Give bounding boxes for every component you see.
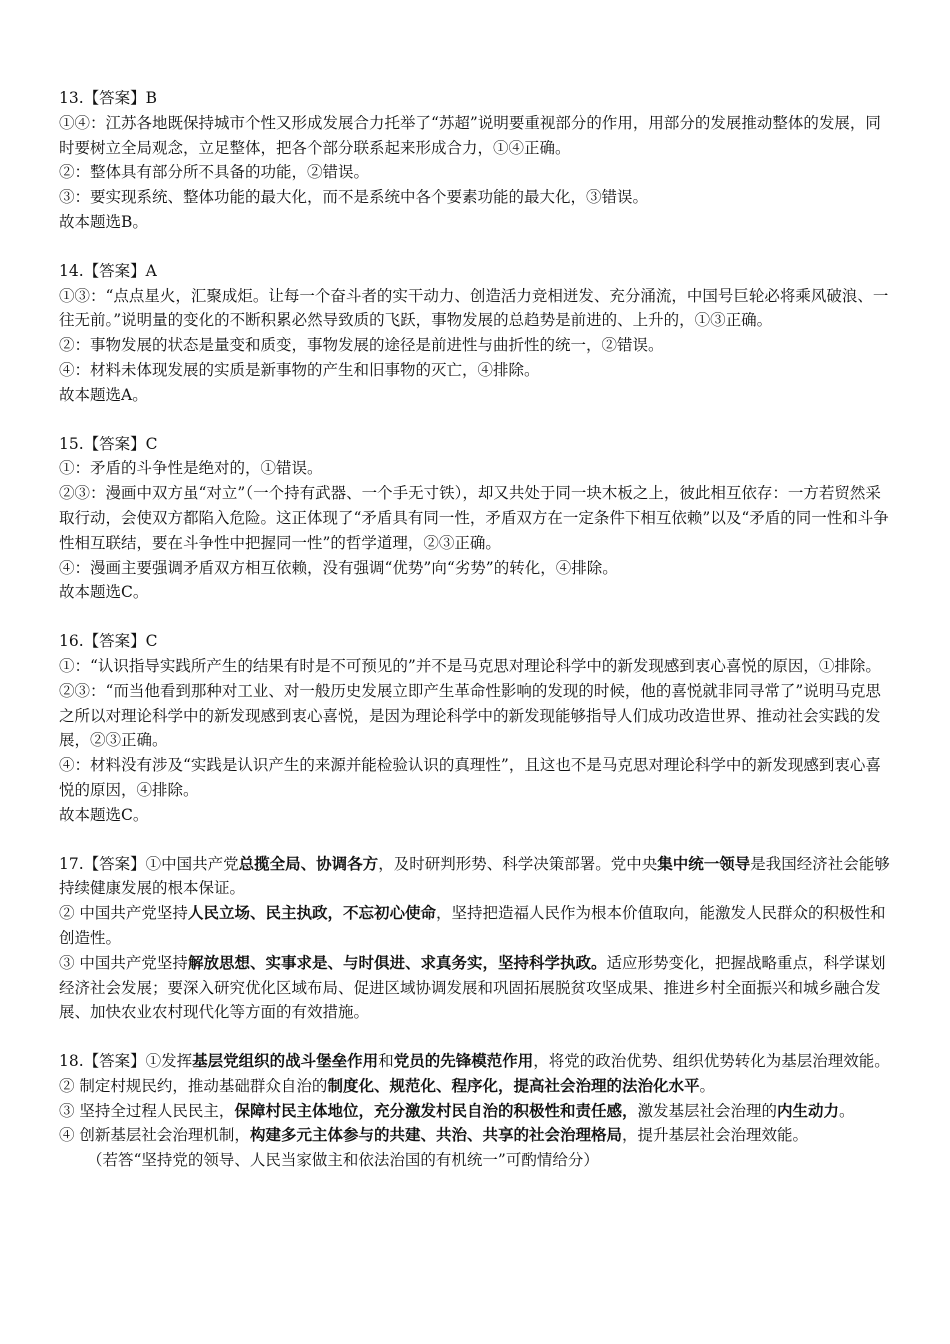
key-phrase: 党员的先锋模范作用 — [393, 1051, 534, 1071]
key-phrase: 保障村民主体地位，充分激发村民自治的积极性和责任感， — [234, 1100, 638, 1120]
point-text: ，将党的政治优势、组织优势转化为基层治理效能。 — [533, 1052, 890, 1071]
analysis-line: ①：矛盾的斗争性是绝对的，①错误。 — [59, 459, 323, 478]
conclusion-line: 故本题选C。 — [59, 583, 149, 602]
point-text: ，提升基层社会治理效能。 — [621, 1126, 808, 1145]
conclusion-line: 故本题选A。 — [59, 385, 148, 404]
analysis-line: ①④：江苏各地既保持城市个性又形成发展合力托举了“苏超”说明要重视部分的作用，用部分的发展推动整体的发展，同时要树立全局观念，立足整体，把各个部分联系起来形成合力，①④正确。 — [59, 113, 881, 157]
scoring-note: （若答“坚持党的领导、人民当家做主和依法治国的有机统一”可酌情给分） — [87, 1151, 599, 1170]
answer-point-1 — [59, 852, 894, 902]
key-phrase: 总揽全局、协调各方 — [238, 853, 379, 873]
point-text: 和 — [378, 1052, 394, 1071]
answer-18 — [59, 1049, 894, 1173]
key-phrase: 内生动力 — [776, 1100, 839, 1120]
answer-point-3 — [59, 951, 894, 1025]
point-text: ①中国共产党 — [145, 854, 239, 873]
point-text: 适应形势变化，把握战略重点，科学谋划经济社会发展；要深入研究优化区域布局、促进区域协调发展和巩固拓展脱贫攻坚成果、推进乡村全面振兴和城乡融合发展、加快农业农村现代化等方面的有效措施。 — [59, 953, 886, 1022]
answer-point-4 — [59, 1123, 894, 1148]
analysis-line: ②③：“而当他看到那种对工业、对一般历史发展立即产生革命性影响的发现的时候，他的喜悦就非同寻常了”说明马克思之所以对理论科学中的新发现感到衷心喜悦，是因为理论科学中的新发现能够指导人们成功改造世界、推动社会实践的发展，②③正确。 — [59, 681, 881, 750]
key-phrase: 构建多元主体参与的共建、共治、共享的社会治理格局 — [249, 1125, 622, 1145]
analysis-line: ③：要实现系统、整体功能的最大化，而不是系统中各个要素功能的最大化，③错误。 — [59, 188, 649, 207]
answer-header: 17.【答案】 — [59, 854, 146, 873]
answer-17 — [59, 852, 894, 1026]
point-text: ，及时研判形势、科学决策部署。党中央 — [378, 854, 658, 873]
point-text: 。 — [838, 1101, 855, 1120]
analysis-line: ②③：漫画中双方虽“对立”（一个持有武器、一个手无寸铁），却又共处于同一块木板之上，彼此相互依存：一方若贸然采取行动，会使双方都陷入危险。这正体现了“矛盾具有同一性，矛盾双方在一定条件下相互依赖”以及“矛盾的同一性和斗争性相互联结，要在斗争性中把握同一性”的哲学道理，②③正确。 — [59, 484, 889, 552]
point-text: ④ 创新基层社会治理机制， — [59, 1126, 250, 1145]
point-text: 。 — [699, 1076, 715, 1095]
key-phrase: 解放思想、实事求是、与时俱进、求真务实，坚持科学执政。 — [187, 952, 607, 972]
answer-header: 13.【答案】B — [59, 89, 158, 107]
key-phrase: 人民立场、民主执政，不忘初心使命 — [187, 903, 436, 923]
key-phrase: 基层党组织的战斗堡垒作用 — [192, 1051, 379, 1071]
point-text: ③ 坚持全过程人民民主， — [59, 1101, 235, 1120]
analysis-line: ④：漫画主要强调矛盾双方相互依赖，没有强调“优势”向“劣势”的转化，④排除。 — [59, 558, 618, 577]
point-text: ，坚持把造福人民作为根本价值取向，能激发人民群众的积极性和创造性。 — [59, 904, 886, 947]
point-text: ③ 中国共产党坚持 — [59, 953, 188, 972]
analysis-line: ②：整体具有部分所不具备的功能，②错误。 — [59, 163, 370, 182]
answer-15 — [59, 432, 894, 606]
analysis-line: ④：材料未体现发展的实质是新事物的产生和旧事物的灭亡，④排除。 — [59, 360, 540, 379]
key-phrase: 制度化、规范化、程序化，提高社会治理的法治化水平 — [327, 1075, 700, 1095]
analysis-line: ①③：“点点星火，汇聚成炬。让每一个奋斗者的实干动力、创造活力竞相迸发、充分涌流，中国号巨轮必将乘风破浪、一往无前。”说明量的变化的不断积累必然导致质的飞跃，事物发展的总趋势是前进的、上升的，①③正确。 — [59, 286, 889, 330]
answer-header: 18.【答案】 — [59, 1052, 146, 1071]
key-phrase: 集中统一领导 — [657, 853, 751, 873]
answer-point-1 — [59, 1049, 894, 1074]
analysis-line: ②：事物发展的状态是量变和质变，事物发展的途径是前进性与曲折性的统一，②错误。 — [59, 336, 664, 355]
answer-13 — [59, 86, 894, 235]
conclusion-line: 故本题选C。 — [59, 805, 149, 824]
answer-header: 14.【答案】A — [59, 261, 157, 280]
point-text: 激发基层社会治理的 — [637, 1101, 777, 1120]
point-text: ② 中国共产党坚持 — [59, 904, 188, 923]
answer-point-2 — [59, 1074, 894, 1099]
answer-header: 16.【答案】C — [59, 632, 158, 651]
point-text: ② 制定村规民约，推动基础群众自治的 — [59, 1076, 328, 1095]
point-text: 是我国经济社会能够持续健康发展的根本保证。 — [59, 854, 890, 898]
conclusion-line: 故本题选B。 — [59, 212, 148, 231]
answer-document — [59, 86, 894, 1197]
answer-point-3 — [59, 1099, 894, 1124]
answer-16 — [59, 629, 894, 827]
answer-14 — [59, 259, 894, 408]
answer-header: 15.【答案】C — [59, 434, 158, 453]
answer-point-2 — [59, 901, 894, 951]
point-text: ①发挥 — [145, 1052, 193, 1071]
analysis-line: ④：材料没有涉及“实践是认识产生的来源并能检验认识的真理性”，且这也不是马克思对理论科学中的新发现感到衷心喜悦的原因，④排除。 — [59, 756, 881, 799]
analysis-line: ①：“认识指导实践所产生的结果有时是不可预见的”并不是马克思对理论科学中的新发现感到衷心喜悦的原因，①排除。 — [59, 656, 881, 675]
